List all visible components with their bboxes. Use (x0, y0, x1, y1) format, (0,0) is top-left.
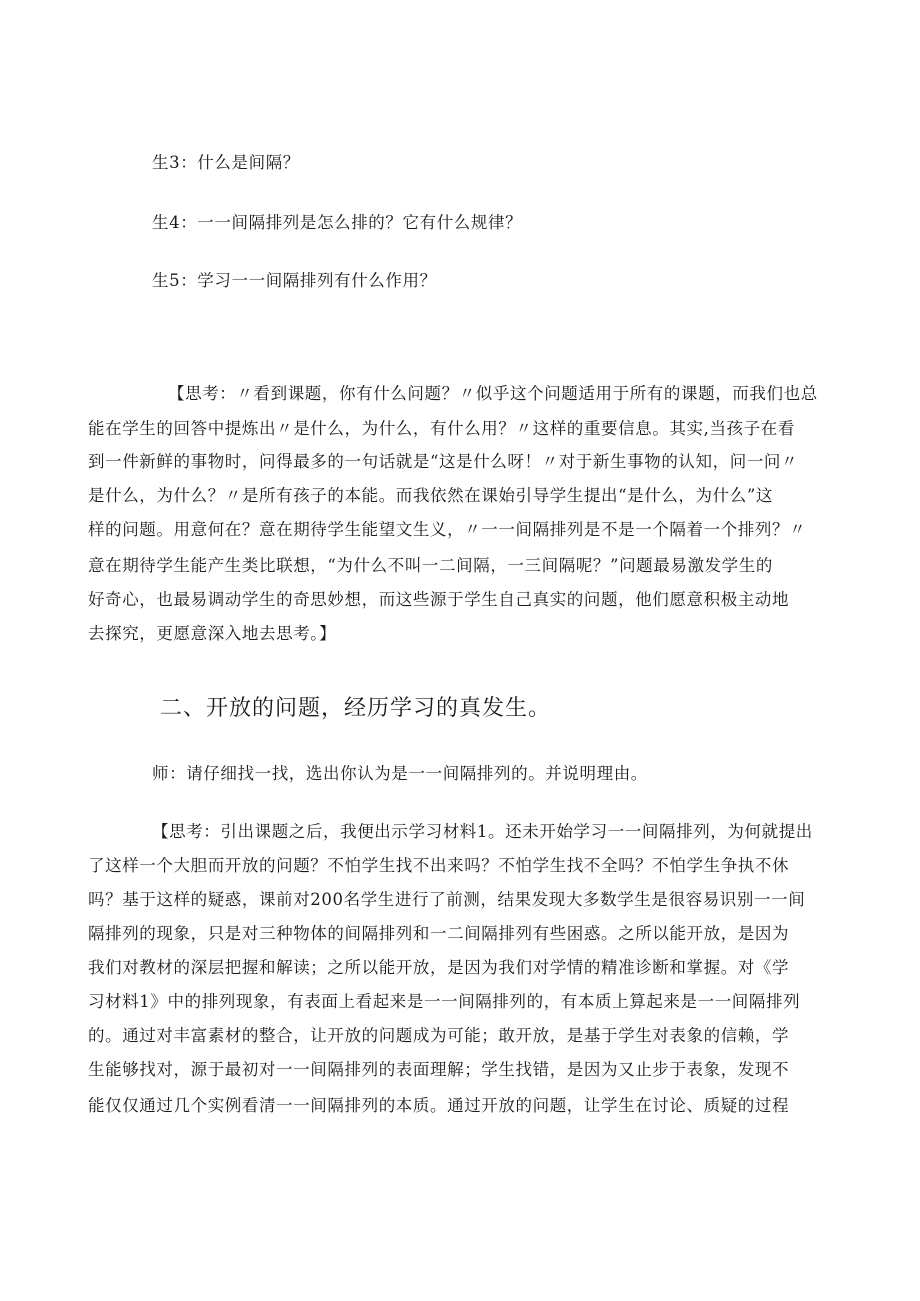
reflection2-line: 能仅仅通过几个实例看清一一间隔排列的本质。通过开放的问题，让学生在讨论、质疑的过程 (88, 1096, 790, 1115)
dialogue-line-student4: 生4：一一间隔排列是怎么排的？它有什么规律？ (152, 213, 523, 232)
reflection2-line: 生能够找对，源于最初对一一间隔排列的表面理解；学生找错，是因为又止步于表象，发现不 (88, 1060, 790, 1079)
reflection1-line: 到一件新鲜的事物时，问得最多的一句话就是“这是什么呀！〃对于新生事物的认知，问一问〃 (88, 452, 799, 471)
reflection2-line: 习材料1》中的排列现象，有表面上看起来是一一间隔排列的，有本质上算起来是一一间隔排列 (88, 992, 801, 1011)
reflection1-line: 能在学生的回答中提炼出〃是什么，为什么，有什么用？〃这样的重要信息。其实,当孩子在看 (88, 419, 795, 438)
reflection2-line: 吗？基于这样的疑惑，课前对200名学生进行了前测，结果发现大多数学生是很容易识别一一间 (88, 890, 806, 909)
reflection1-line: 样的问题。用意何在？意在期待学生能望文生义，〃一一间隔排列是不是一个隔着一个排列？〃 (88, 520, 807, 539)
reflection2-line: 的。通过对丰富素材的整合，让开放的问题成为可能；敢开放，是基于学生对表象的信赖，学 (88, 1026, 790, 1045)
reflection1-line: 【思考：〃看到课题，你有什么问题？〃似乎这个问题适用于所有的课题，而我们也总 (168, 384, 818, 403)
reflection2-line: 【思考：引出课题之后，我便出示学习材料1。还未开始学习一一间隔排列，为何就提出 (152, 822, 813, 841)
reflection2-line: 我们对教材的深层把握和解读；之所以能开放，是因为我们对学情的精准诊断和掌握。对《学 (88, 958, 790, 977)
reflection1-line: 好奇心，也最易调动学生的奇思妙想，而这些源于学生自己真实的问题，他们愿意积极主动地 (88, 590, 790, 609)
dialogue-line-student3: 生3：什么是间隔？ (152, 153, 300, 172)
reflection1-line: 意在期待学生能产生类比联想，“为什么不叫一二间隔，一三间隔呢？”问题最易激发学生的 (88, 556, 773, 575)
reflection2-line: 隔排列的现象，只是对三种物体的间隔排列和一二间隔排列有些困惑。之所以能开放，是因为 (88, 924, 790, 943)
reflection1-line: 是什么，为什么？〃是所有孩子的本能。而我依然在课始引导学生提出“是什么，为什么”这 (88, 486, 773, 505)
dialogue-line-student5: 生5：学习一一间隔排列有什么作用？ (152, 271, 437, 290)
section-heading: 二、开放的问题，经历学习的真发生。 (160, 696, 552, 721)
teacher-line: 师：请仔细找一找，选出你认为是一一间隔排列的。并说明理由。 (152, 764, 648, 783)
reflection2-line: 了这样一个大胆而开放的问题？不怕学生找不出来吗？不怕学生找不全吗？不怕学生争执不休 (88, 856, 790, 875)
reflection1-line: 去探究，更愿意深入地去思考。】 (88, 624, 337, 643)
